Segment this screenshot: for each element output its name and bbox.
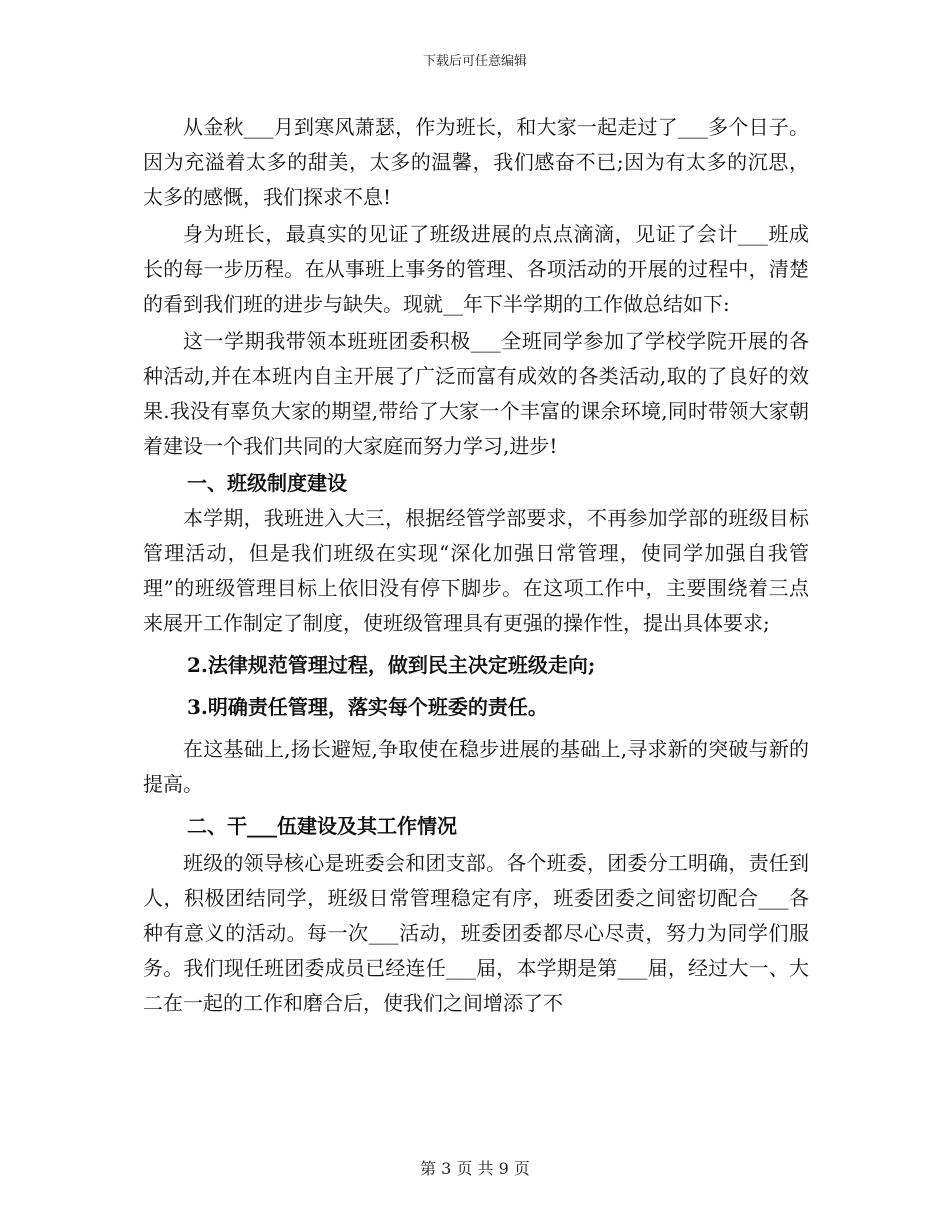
paragraph-system: 本学期，我班进入大三，根据经管学部要求，不再参加学部的班级目标管理活动，但是我们班级在实现“深化加强日常管理，使同学加强自我管理”的班级管理目标上依旧没有停下脚步。在这项工作中，主要围绕着三点来展开工作制定了制度，使班级管理具有更强的操作性，提出具体要求; xyxy=(143,506,809,635)
paragraph-leadership: 班级的领导核心是班委会和团支部。各个班委，团委分工明确，责任到人，积极团结同学，班级日常管理稳定有序，班委团委之间密切配合___各种有意义的活动。每一次___活动，班委团委都尽心尽责，努力为同学们服务。我们现任班团委成员已经连任___届，本学期是第___届，经过大一、大二在一起的工作和磨合后，使我们之间增添了不 xyxy=(143,851,809,1015)
bold-item-3: 3.明确责任管理，落实每个班委的责任。 xyxy=(187,695,548,719)
paragraph-intro: 从金秋___月到寒风萧瑟，作为班长，和大家一起走过了___多个日子。因为充溢着太多的甜美，太多的温馨，我们感奋不已;因为有太多的沉思，太多的感慨，我们探求不息! xyxy=(143,115,809,209)
paragraph-activities: 这一学期我带领本班班团委积极___全班同学参加了学校学院开展的各种活动,并在本班内自主开展了广泛而富有成效的各类活动,取的了良好的效果.我没有辜负大家的期望,带给了大家一个丰富的课余环境,同时带领大家朝着建设一个我们共同的大家庭而努力学习,进步! xyxy=(143,329,809,458)
document-body xyxy=(143,110,809,1021)
section-heading-2: 二、干___伍建设及其工作情况 xyxy=(187,814,457,838)
bold-item-2: 2.法律规范管理过程，做到民主决定班级走向; xyxy=(187,653,596,677)
page-header: 下载后可任意编辑 xyxy=(422,54,527,69)
page-footer: 第 3 页 共 9 页 xyxy=(420,1159,530,1178)
paragraph-improve: 在这基础上,扬长避短,争取使在稳步进展的基础上,寻求新的突破与新的提高。 xyxy=(143,737,809,796)
paragraph-role: 身为班长，最真实的见证了班级进展的点点滴滴，见证了会计___班成长的每一步历程。在从事班上事务的管理、各项活动的开展的过程中，清楚的看到我们班的进步与缺失。现就__年下半学期的工作做总结如下: xyxy=(143,222,809,316)
section-heading-1: 一、班级制度建设 xyxy=(187,471,347,495)
